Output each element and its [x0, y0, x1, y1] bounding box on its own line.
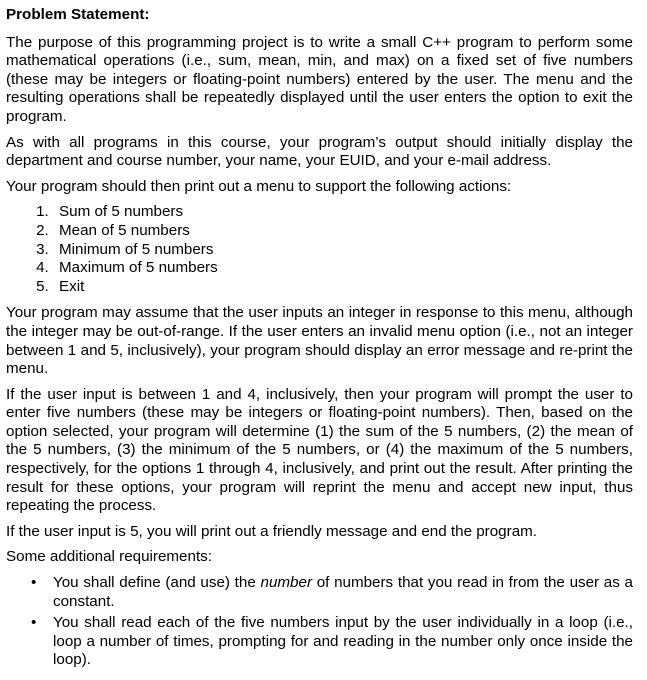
requirement-emphasis: number — [260, 574, 312, 592]
menu-option: 1. Sum of 5 numbers — [53, 203, 633, 222]
bullet-icon: • — [31, 614, 37, 632]
bullet-icon: • — [31, 574, 37, 592]
paragraph-requirements-intro: Some additional requirements: — [6, 548, 212, 566]
paragraph-operations: If the user input is between 1 and 4, inclusively, then your program will prompt the user to enter five numbers (these may be integers or floating-point numbers). Then, based on the option selected, your program will determine (1) the sum of the 5 numbers, (2) the mean of the 5 numbers, (3) the minimum of the 5 numbers, or (4) the maximum of the 5 numbers, respectively, for the options 1 through 4, inclusively, and print out the result. After printing the result for these options, your program will reprint the menu and accept new input, thus repeating the process. — [6, 385, 633, 515]
paragraph-invalid-input: Your program may assume that the user inputs an integer in response to this menu, although the integer may be out-of-range. If the user enters an invalid menu option (i.e., not an integer between 1 and 5, inclusively), your program should display an error message and re-print the menu. — [6, 304, 633, 378]
requirements-list — [6, 574, 633, 670]
menu-option: 4. Maximum of 5 numbers — [53, 259, 633, 278]
requirement-item — [31, 614, 633, 670]
paragraph-purpose: The purpose of this programming project is to write a small C++ program to perform some mathematical operations (i.e., sum, mean, min, and max) on a fixed set of five numbers (these may be integers or floating-point numbers) entered by the user. The menu and the resulting operations shall be repeatedly displayed until the user enters the option to exit the program. — [6, 33, 633, 125]
paragraph-menu-intro: Your program should then print out a menu to support the following actions: — [6, 177, 512, 195]
menu-options-list — [6, 203, 633, 296]
menu-option: 3. Minimum of 5 numbers — [53, 241, 633, 260]
section-heading: Problem Statement: — [6, 6, 150, 23]
menu-option: 5. Exit — [53, 278, 633, 297]
paragraph-output-header: As with all programs in this course, your program’s output should initially display the department and course number, your name, your EUID, and your e-mail address. — [6, 133, 633, 170]
paragraph-exit: If the user input is 5, you will print out a friendly message and end the program. — [6, 522, 538, 540]
menu-option: 2. Mean of 5 numbers — [53, 222, 633, 241]
requirement-item — [31, 574, 633, 611]
requirement-text: You shall read each of the five numbers input by the user individually in a loop (i.e., loop a number of times, prompting for and reading in the number only once inside the loop). — [53, 614, 633, 669]
requirement-text-before: You shall define (and use) the — [53, 574, 261, 592]
requirement-text-after: of numbers that you read in from the user as a constant. — [53, 574, 633, 610]
